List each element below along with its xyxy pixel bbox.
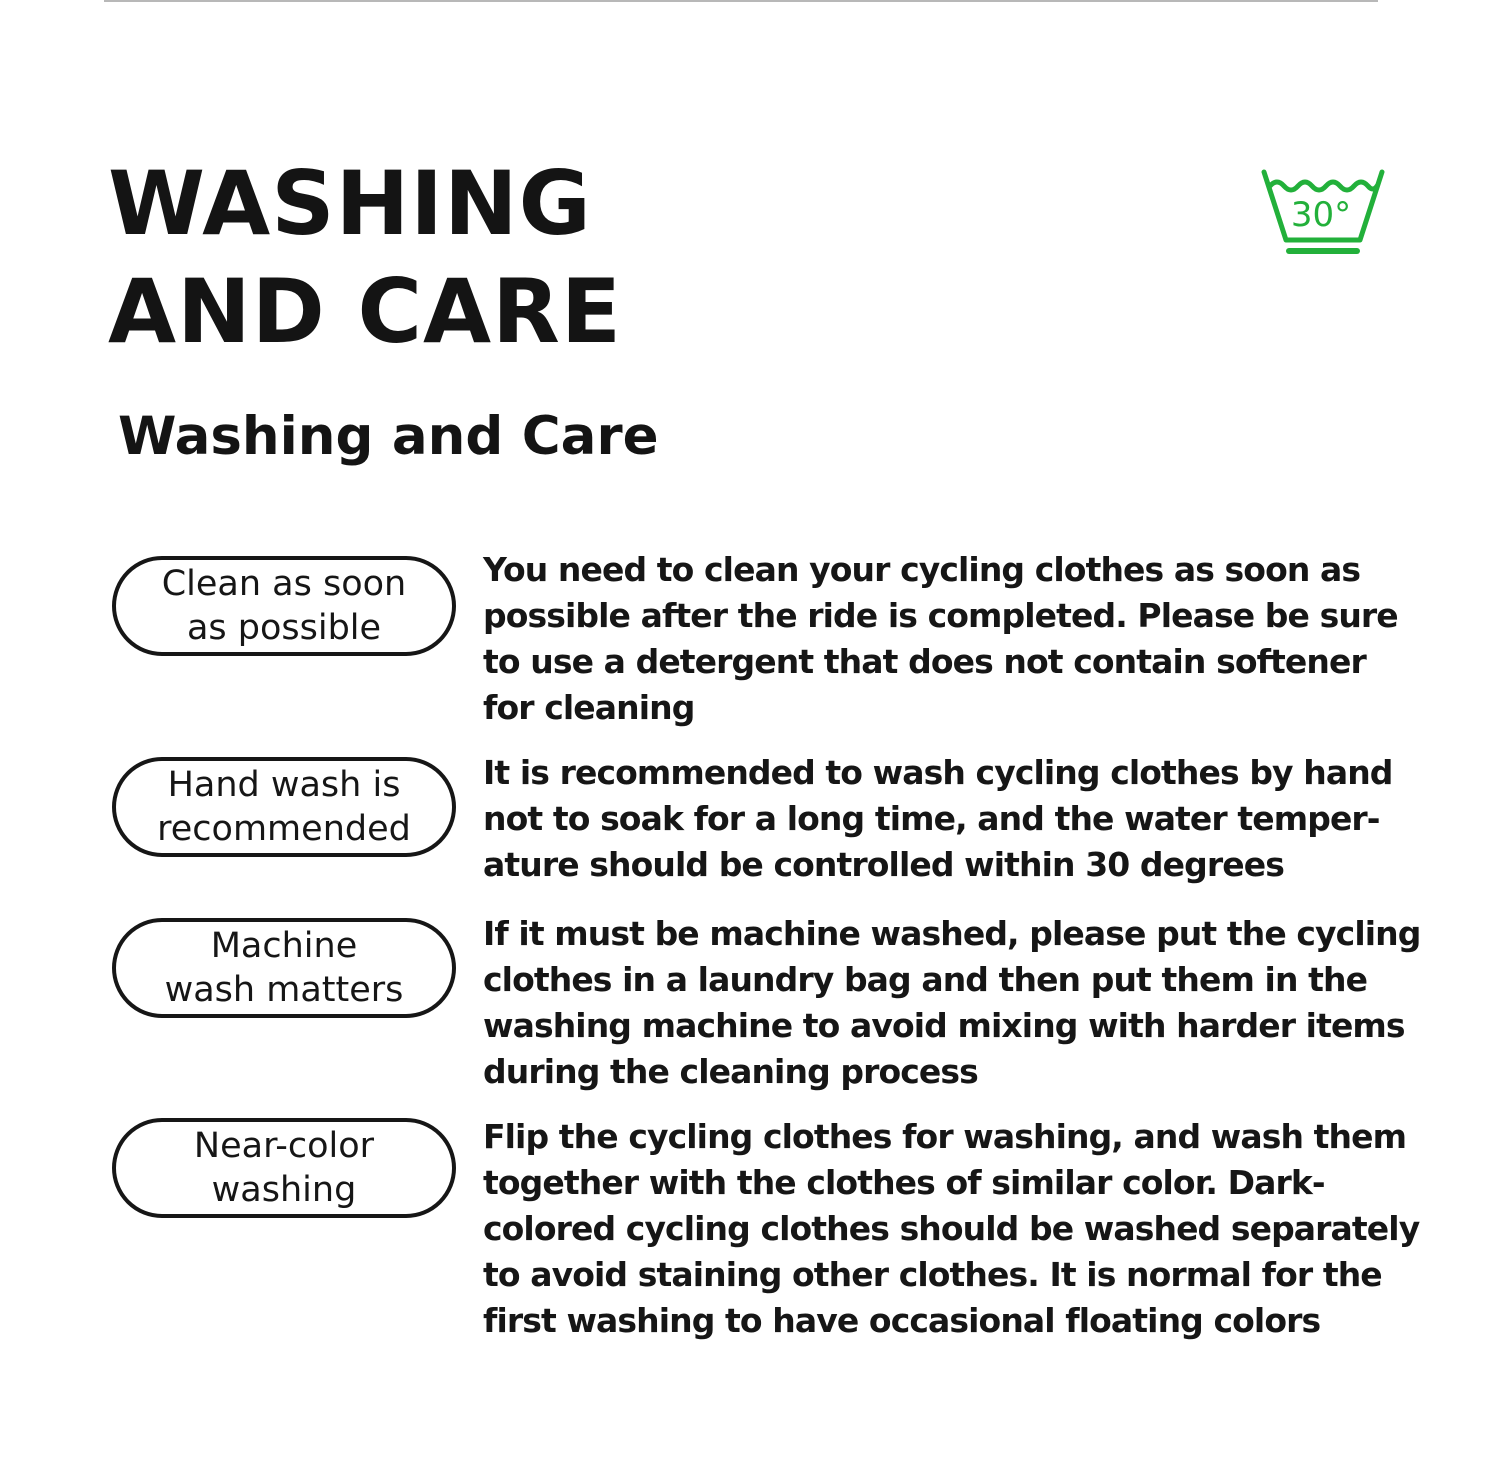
care-label-pill — [112, 556, 456, 656]
care-label-pill — [112, 918, 456, 1018]
top-divider — [104, 0, 1378, 2]
care-description: It is recommended to wash cycling clothes by hand not to soak for a long time, and the water temper- ature should be controlled within 30 degrees — [483, 753, 1393, 884]
page-title — [108, 150, 622, 366]
care-label-pill — [112, 757, 456, 857]
care-label-text: Machine wash matters — [164, 926, 404, 1010]
care-label-text: Near-color washing — [193, 1126, 375, 1210]
care-description: If it must be machine washed, please put the cycling clothes in a laundry bag and then put them in the washing machine to avoid mixing with harder items during the cleaning process — [483, 914, 1421, 1091]
care-description: Flip the cycling clothes for washing, and wash them together with the clothes of similar color. Dark- colored cycling clothes should be washed separately to avoid staining other clothes. It is normal for the first washing to have occasional floating colors — [483, 1117, 1420, 1340]
wash-temperature-label: 30° — [1290, 195, 1352, 235]
wash-30-degrees-icon — [1258, 164, 1388, 258]
care-label-pill — [112, 1118, 456, 1218]
care-description: You need to clean your cycling clothes as soon as possible after the ride is completed. Please be sure to use a detergent that does not contain softener for cleaning — [483, 550, 1398, 727]
care-label-text: Clean as soon as possible — [161, 564, 407, 648]
care-label-text: Hand wash is recommended — [157, 765, 411, 849]
section-subtitle: Washing and Care — [118, 406, 659, 467]
page-title-line-2: AND CARE — [108, 260, 622, 363]
page-title-line-1: WASHING — [108, 152, 592, 255]
